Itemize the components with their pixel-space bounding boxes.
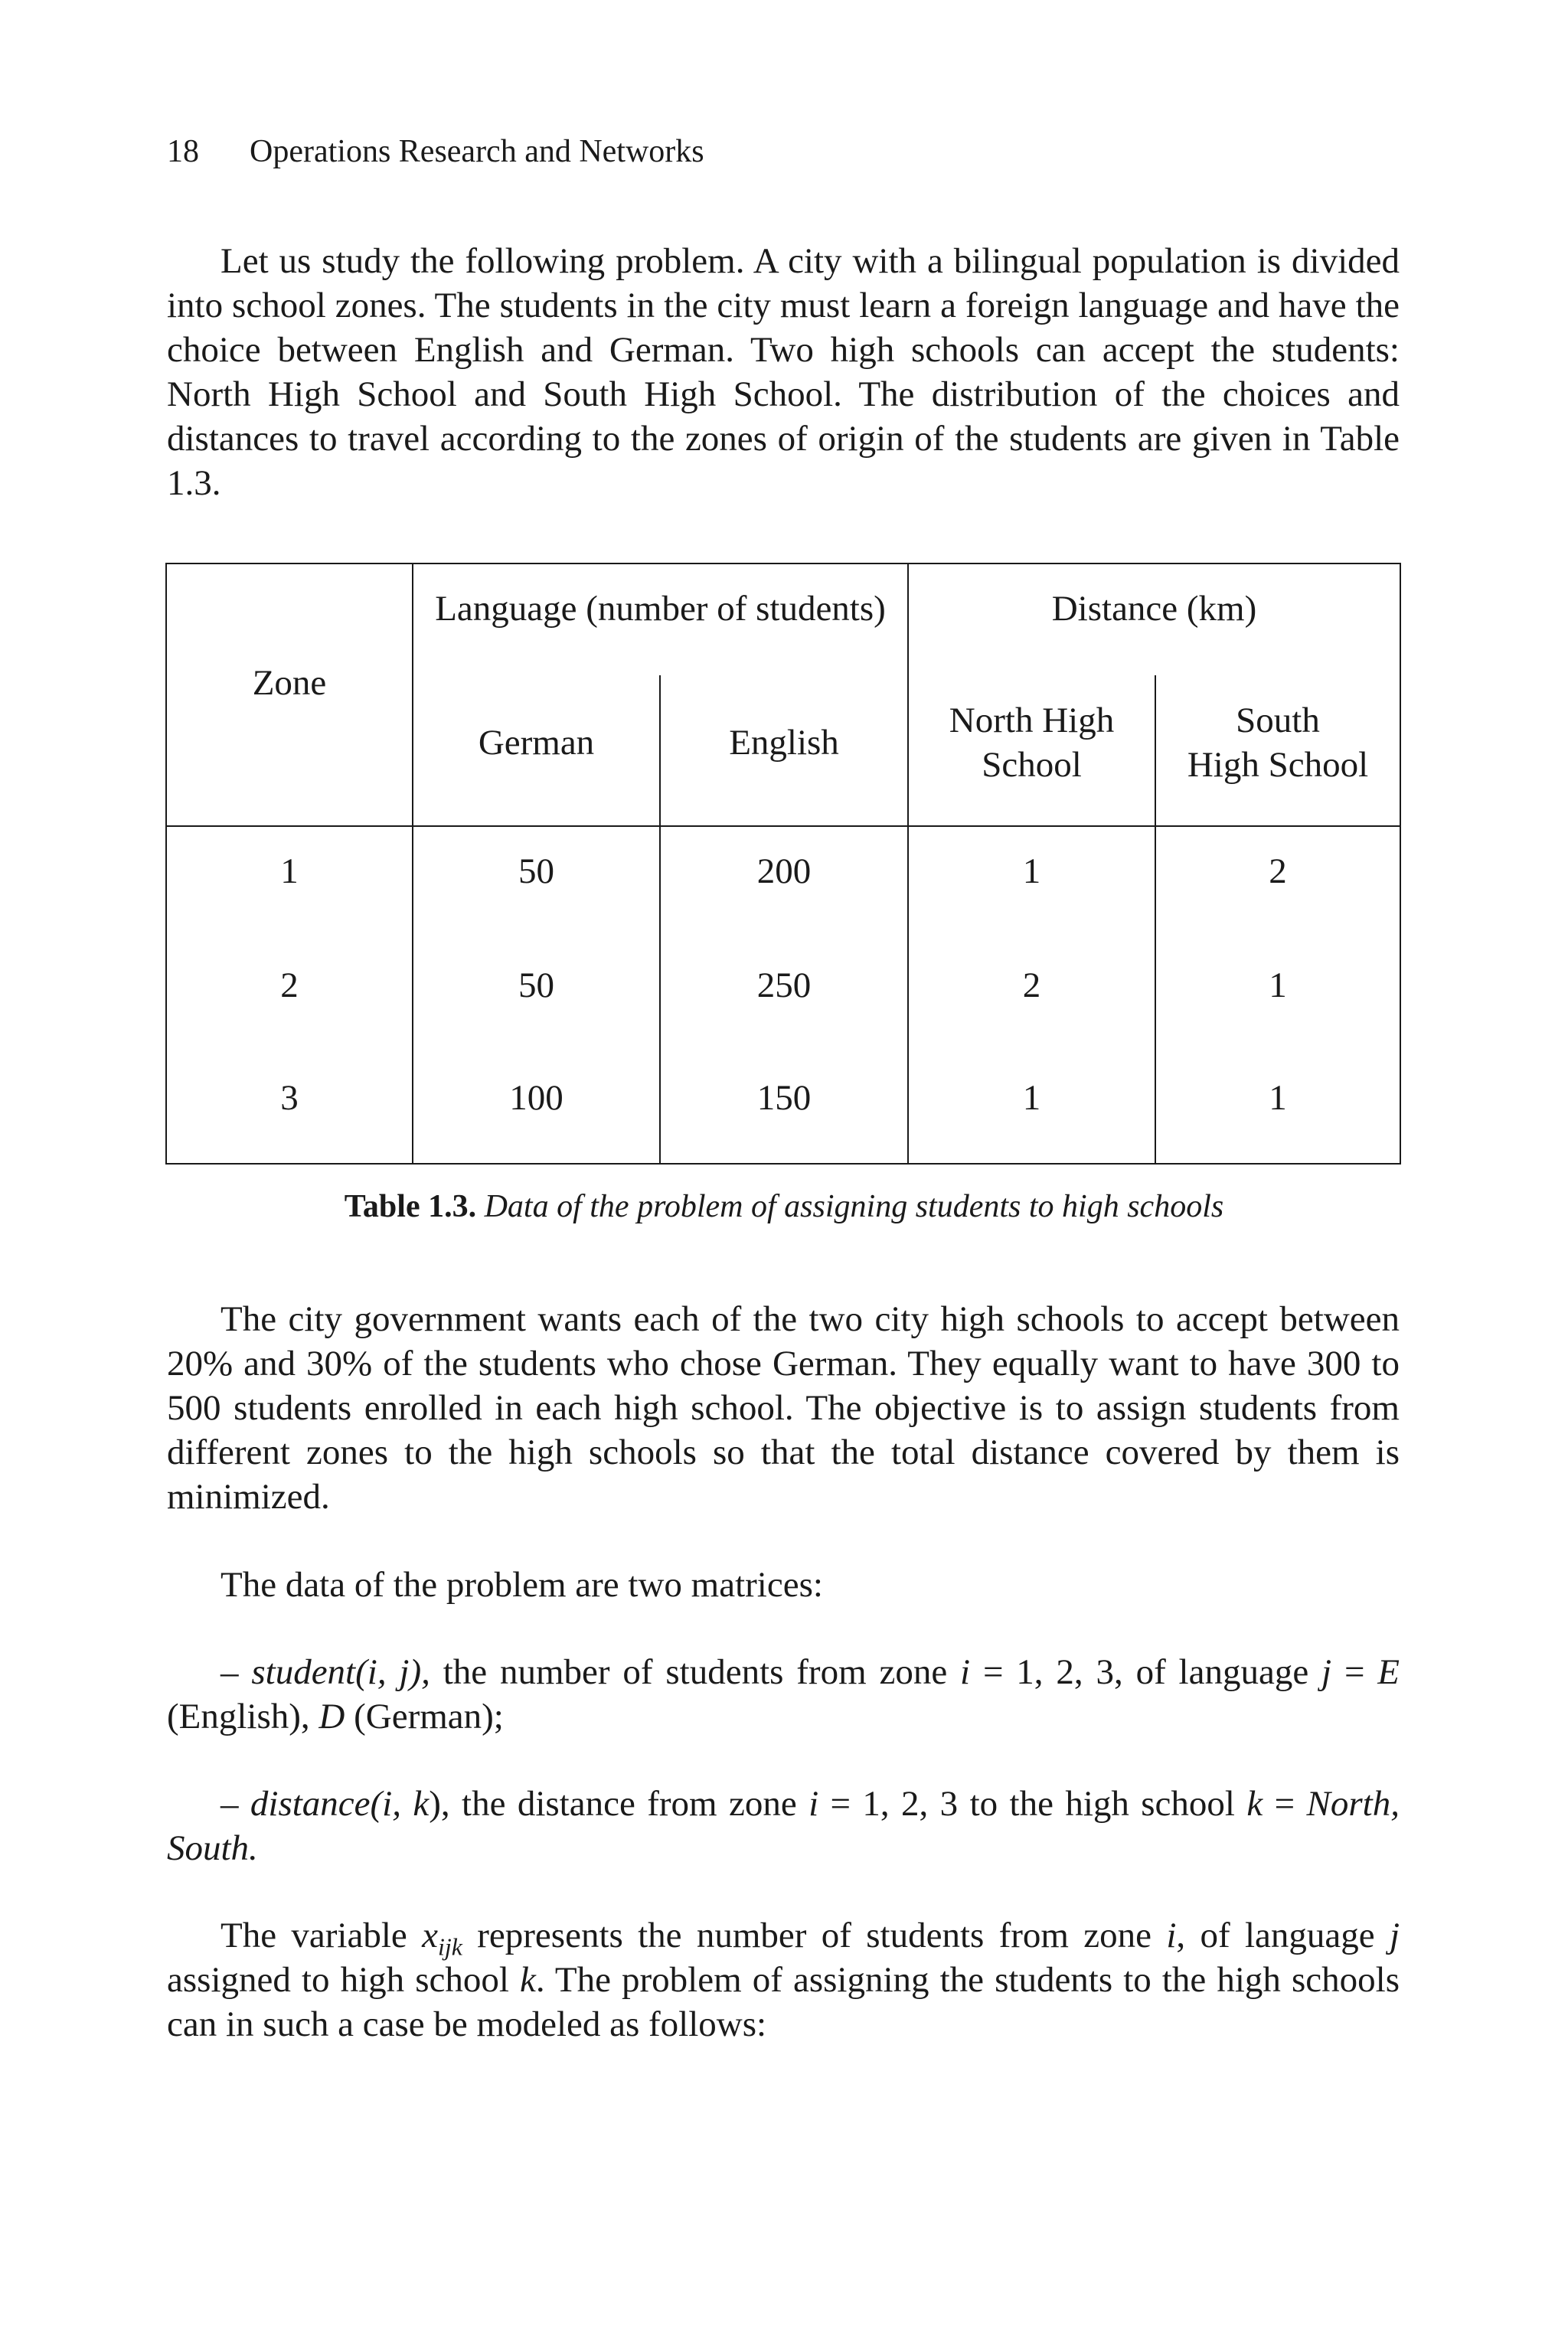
math-var: k <box>520 1960 536 2000</box>
north-header-line1: North High <box>949 701 1115 740</box>
running-head <box>167 130 704 173</box>
german-cell: 50 <box>518 851 554 891</box>
text-run: represents the number of students from zone <box>462 1916 1167 1955</box>
math-var: i <box>1166 1916 1177 1955</box>
english-cell: 200 <box>756 851 812 891</box>
math-subscript: ijk <box>437 1932 462 1961</box>
english-cell: 150 <box>756 1078 812 1118</box>
text-run: , of language <box>1176 1916 1390 1955</box>
math-var: x <box>422 1916 438 1955</box>
text-run: = 1, 2, 3 to the high school <box>818 1784 1247 1824</box>
text-run: . The problem of assigning the students to the high schools can in such a case be modeled as follows: <box>167 1960 1400 2044</box>
german-cell: 100 <box>509 1078 564 1118</box>
german-column-header: German <box>478 723 595 763</box>
math-var: j <box>1389 1916 1400 1955</box>
south-header-line2: High School <box>1187 745 1369 785</box>
math-var: j <box>1321 1652 1332 1692</box>
south-header-line1: South <box>1236 701 1320 740</box>
student-matrix-name: – student(i, j), <box>220 1652 430 1692</box>
south-distance-cell: 1 <box>1269 965 1287 1005</box>
text-run: = <box>1331 1652 1378 1692</box>
zone-cell: 1 <box>280 851 299 891</box>
table-caption <box>0 1185 1568 1228</box>
text-run: (English), <box>167 1697 319 1736</box>
english-cell: 250 <box>756 965 812 1005</box>
north-distance-cell: 2 <box>1022 965 1041 1005</box>
text-run: ), the distance from zone <box>429 1784 809 1824</box>
distance-group-header: Distance (km) <box>1051 589 1257 629</box>
english-column-header: English <box>729 723 839 763</box>
caption-text: Data of the problem of assigning students to high schools <box>484 1189 1224 1224</box>
intro-paragraph: Let us study the following problem. A city with a bilingual population is divided into school zones. The students in the city must learn a foreign language and have the choice between English and German. Two high schools can accept the students: North High School and South High School. The distribution of the choices and distances to travel according to the zones of origin of the students are given in Table 1.3. <box>167 241 1400 503</box>
language-group-header: Language (number of students) <box>435 589 886 629</box>
north-school-column-header <box>909 698 1155 787</box>
south-distance-cell: 2 <box>1269 851 1287 891</box>
german-cell: 50 <box>518 965 554 1005</box>
math-var: North, South. <box>167 1784 1400 1868</box>
running-title: Operations Research and Networks <box>250 134 704 169</box>
text-run: = 1, 2, 3, of language <box>970 1652 1322 1692</box>
text-run: assigned to high school <box>167 1960 521 2000</box>
distance-matrix-name: – distance(i, k <box>220 1784 430 1824</box>
math-var: k <box>1246 1784 1263 1824</box>
math-var: i <box>808 1784 819 1824</box>
zone-cell: 2 <box>280 965 299 1005</box>
variable-paragraph <box>167 1913 1400 2047</box>
data-paragraph: The data of the problem are two matrices: <box>220 1565 823 1605</box>
government-paragraph: The city government wants each of the two city high schools to accept between 20% and 30% of the students who chose German. They equally want to have 300 to 500 students enrolled in each high school. The objective is to assign students from different zones to the high schools so that the total distance covered by them is minimized. <box>167 1299 1400 1517</box>
south-distance-cell: 1 <box>1269 1078 1287 1118</box>
caption-label: Table 1.3. <box>344 1189 477 1224</box>
math-var: E <box>1377 1652 1400 1692</box>
student-matrix-definition <box>167 1650 1400 1739</box>
zone-cell: 3 <box>280 1078 299 1118</box>
text-run: = <box>1263 1784 1307 1824</box>
north-distance-cell: 1 <box>1022 851 1041 891</box>
text-run: The variable <box>220 1916 423 1955</box>
table-divider <box>165 825 1401 827</box>
north-distance-cell: 1 <box>1022 1078 1041 1118</box>
north-header-line2: School <box>982 745 1082 785</box>
south-school-column-header <box>1156 698 1400 787</box>
text-run: (German); <box>345 1697 504 1736</box>
text-run: the number of students from zone <box>430 1652 961 1692</box>
zone-header: Zone <box>252 663 327 703</box>
math-var: i <box>960 1652 971 1692</box>
distance-matrix-definition <box>167 1782 1400 1870</box>
page-number: 18 <box>167 134 199 169</box>
math-var: D <box>318 1697 345 1736</box>
